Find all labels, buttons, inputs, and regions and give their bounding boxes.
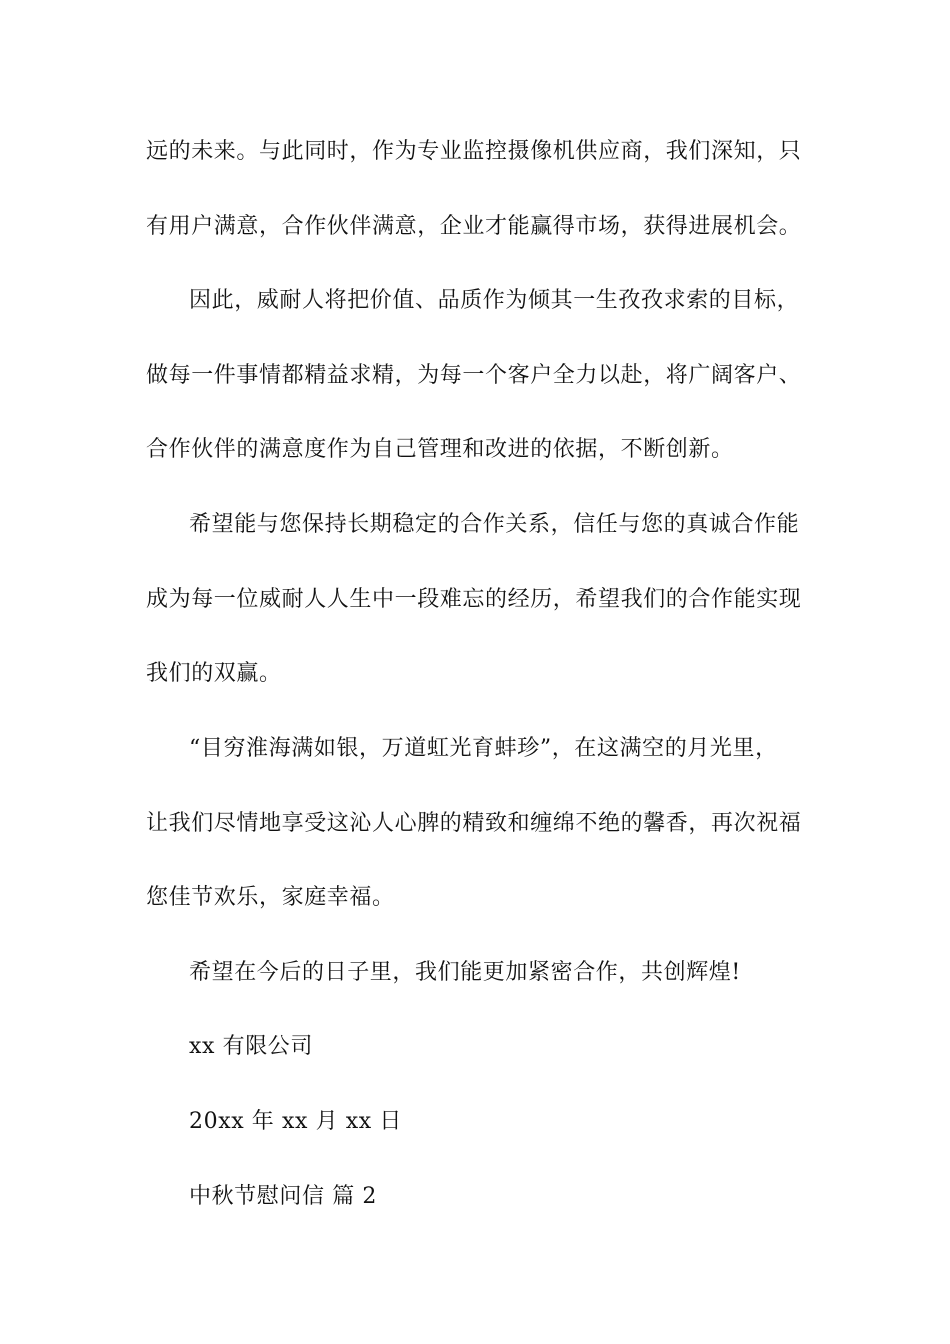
paragraph-line: 合作伙伴的满意度作为自己管理和改进的依据，不断创新。 <box>146 437 734 462</box>
paragraph-line: 因此，威耐人将把价值、品质作为倾其一生孜孜求索的目标， <box>189 288 800 313</box>
closing-line: 希望在今后的日子里，我们能更加紧密合作，共创辉煌! <box>189 960 741 985</box>
paragraph-line: 成为每一位威耐人人生中一段难忘的经历，希望我们的合作能实现 <box>146 587 802 612</box>
paragraph-line: “目穷淮海满如银，万道虹光育蚌珍”，在这满空的月光里， <box>189 736 778 761</box>
paragraph-line: 我们的双赢。 <box>146 661 282 686</box>
paragraph-line: 希望能与您保持长期稳定的合作关系，信任与您的真诚合作能 <box>189 512 800 537</box>
letter-date: 20xx 年 xx 月 xx 日 <box>189 1109 403 1134</box>
section-heading: 中秋节慰问信 篇 2 <box>189 1184 377 1209</box>
company-signature: xx 有限公司 <box>189 1034 314 1059</box>
paragraph-line: 您佳节欢乐，家庭幸福。 <box>146 885 395 910</box>
paragraph-line: 做每一件事情都精益求精，为每一个客户全力以赴，将广阔客户、 <box>146 363 802 388</box>
paragraph-line: 远的未来。与此同时，作为专业监控摄像机供应商，我们深知，只 <box>146 139 802 164</box>
paragraph-line: 有用户满意，合作伙伴满意，企业才能赢得市场，获得进展机会。 <box>146 214 802 239</box>
paragraph-line: 让我们尽情地享受这沁人心脾的精致和缠绵不绝的馨香，再次祝福 <box>146 811 802 836</box>
